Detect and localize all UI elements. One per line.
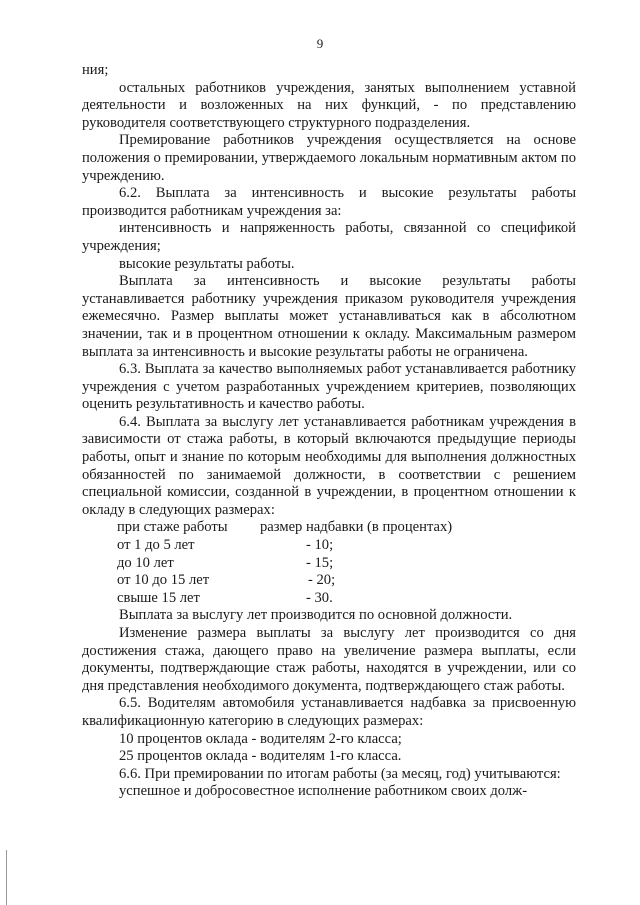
bonus-percent: - 15;: [306, 554, 334, 571]
seniority-range: до 10 лет: [117, 554, 174, 571]
seniority-table-row: [82, 555, 576, 573]
bonus-percent: - 30.: [306, 589, 333, 606]
paragraph: 10 процентов оклада - водителям 2-го класса;: [119, 730, 402, 747]
paragraph: Изменение размера выплаты за выслугу лет производится со дня достижения стажа, дающего право на увеличение размера выплаты, если документы, подтверждающие стаж работы, находятся в учреждении, или со дня представления необходимого документа, подтверждающего стаж работы.: [82, 625, 576, 694]
paragraph: Выплата за интенсивность и высокие результаты работы устанавливается работнику учреждения приказом руководителя учреждения ежемесячно. Размер выплаты может устанавливаться как в абсолютном значении, так и в процентном отношении к окладу. Максимальным размером выплата за интенсивность и высокие результаты работы не ограничена.: [82, 273, 576, 360]
paragraph: 6.6. При премировании по итогам работы (за месяц, год) учитываются:: [119, 765, 561, 782]
seniority-table-row: [82, 590, 576, 608]
seniority-range: от 10 до 15 лет: [117, 572, 210, 589]
paragraph: 6.3. Выплата за качество выполняемых работ устанавливается работнику учреждения с учетом разработанных учреждением критериев, позволяющих оценить результативность и качество работы.: [82, 361, 576, 413]
paragraph: Премирование работников учреждения осуществляется на основе положения о премировании, утверждаемого локальным нормативным актом по учреждению.: [82, 132, 576, 184]
paragraph: 6.4. Выплата за выслугу лет устанавливается работникам учреждения в зависимости от стажа работы, в который включаются предыдущие периоды работы, опыт и знание по которым необходимы для выполнения должностных обязанностей по занимаемой должности, в соответствии с решением специальной комиссии, созданной в учреждении, в процентном отношении к окладу в следующих размерах:: [82, 413, 576, 518]
header-bonus-size: размер надбавки (в процентах): [260, 519, 453, 536]
paragraph: 25 процентов оклада - водителям 1-го класса.: [119, 748, 402, 765]
seniority-table: [82, 519, 576, 607]
header-seniority: при стаже работы: [117, 519, 228, 536]
bonus-percent: - 20;: [308, 572, 336, 589]
paragraph: 6.5. Водителям автомобиля устанавливается надбавка за присвоенную квалификационную категорию в следующих размерах:: [82, 695, 576, 729]
bonus-percent: - 10;: [306, 537, 334, 554]
paragraph: 6.2. Выплата за интенсивность и высокие результаты работы производится работникам учреждения за:: [82, 185, 576, 219]
page-number: 9: [316, 36, 324, 51]
paragraph: ния;: [82, 62, 109, 78]
paragraph: высокие результаты работы.: [119, 255, 295, 272]
seniority-table-row: [82, 537, 576, 555]
scan-edge-line: [6, 850, 7, 905]
paragraph: интенсивность и напряженность работы, связанной со спецификой учреждения;: [82, 220, 576, 254]
seniority-range: свыше 15 лет: [117, 589, 200, 606]
paragraph: Выплата за выслугу лет производится по основной должности.: [119, 607, 513, 624]
document-body: [82, 62, 576, 801]
seniority-table-header: [82, 519, 576, 537]
seniority-table-row: [82, 572, 576, 590]
seniority-range: от 1 до 5 лет: [117, 537, 195, 554]
paragraph: остальных работников учреждения, занятых выполнением уставной деятельности и возложенных на них функций, - по представлению руководителя соответствующего структурного подразделения.: [82, 79, 576, 131]
paragraph: успешное и добросовестное исполнение работником своих долж-: [119, 783, 528, 800]
